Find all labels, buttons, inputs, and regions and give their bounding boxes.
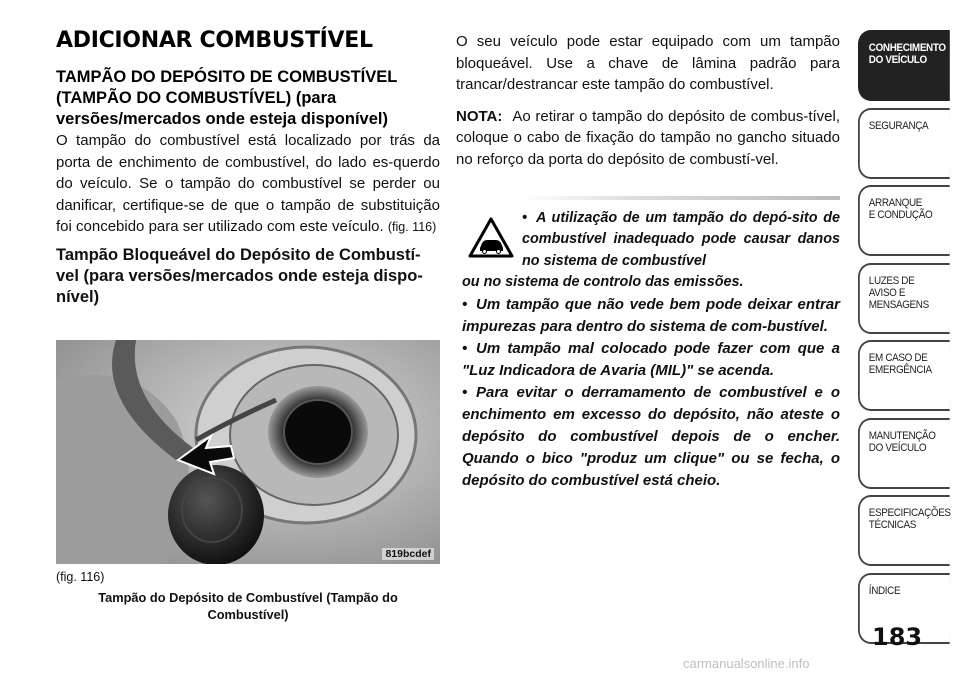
warning-item-first-text: A utilização de um tampão do depó-sito de combustível inadequado pode causar danos no sistema de combustível bbox=[522, 210, 840, 269]
left-column bbox=[56, 28, 440, 308]
tab-label: LUZES DE AVISO E MENSAGENS bbox=[868, 274, 929, 311]
fuel-cap-heading: TAMPÃO DO DEPÓSITO DE COMBUSTÍVEL (TAMPÃO DO COMBUSTÍVEL) (para versões/mercados onde esteja disponível) bbox=[56, 68, 398, 128]
figure-caption: Tampão do Depósito de Combustível (Tampão do Combustível) bbox=[98, 590, 398, 622]
page-number: 183 bbox=[872, 623, 923, 651]
warning-item-first bbox=[522, 208, 840, 272]
tab-em-caso-de-emergencia[interactable] bbox=[858, 340, 950, 411]
warning-item-first-continued: ou no sistema de controlo das emissões. bbox=[462, 274, 744, 291]
tab-arranque-e-conducao[interactable] bbox=[858, 185, 950, 256]
tab-luzes-de-aviso[interactable] bbox=[858, 263, 950, 334]
bullet: • bbox=[462, 295, 468, 313]
figure-label: (fig. 116) bbox=[56, 570, 105, 584]
warning-triangle-car-icon bbox=[468, 216, 514, 258]
tab-seguranca[interactable] bbox=[858, 108, 950, 179]
warning-block bbox=[462, 196, 840, 492]
tab-conhecimento-do-veiculo[interactable] bbox=[858, 30, 950, 101]
note-paragraph bbox=[456, 106, 840, 171]
warning-rule bbox=[522, 196, 840, 200]
watermark: carmanualsonline.info bbox=[683, 656, 810, 671]
warning-item-text: Para evitar o derramamento de combustível e o enchimento em excesso do depósito, não ateste o depósito do combustível depois de o encher. Quando o bico "produz um clique" ou se fecha, o depósito do combustível está cheio. bbox=[462, 383, 840, 489]
lockable-cap-heading: Tampão Bloqueável do Depósito de Combustí-vel (para versões/mercados onde esteja dispo-nível) bbox=[56, 245, 423, 306]
warning-item-text: Um tampão mal colocado pode fazer com que a "Luz Indicadora de Avaria (MIL)" se acenda. bbox=[462, 339, 840, 379]
intro-figref[interactable]: (fig. 116) bbox=[387, 220, 437, 235]
lockable-cap-text: O seu veículo pode estar equipado com um tampão bloqueável. Use a chave de lâmina padrão para trancar/destrancar este tampão do combustível. bbox=[456, 33, 840, 94]
tab-label: ESPECIFICAÇÕES TÉCNICAS bbox=[868, 507, 951, 531]
tab-especificacoes-tecnicas[interactable] bbox=[858, 495, 950, 566]
fuel-cap-intro bbox=[56, 130, 440, 239]
bullet: • bbox=[462, 383, 468, 401]
tab-manutencao-do-veiculo[interactable] bbox=[858, 418, 950, 489]
tab-label: EM CASO DE EMERGÊNCIA bbox=[868, 352, 932, 376]
warning-item-text: Um tampão que não vede bem pode deixar entrar impurezas para dentro do sistema de com-bustível. bbox=[462, 295, 840, 335]
right-column bbox=[456, 31, 840, 171]
tab-label: ARRANQUE E CONDUÇÃO bbox=[868, 197, 933, 221]
warning-item bbox=[462, 294, 840, 338]
tab-label: MANUTENÇÃO DO VEÍCULO bbox=[868, 429, 936, 454]
warning-item bbox=[462, 382, 840, 492]
note-text: Ao retirar o tampão do depósito de combus-tível, coloque o cabo de fixação do tampão no gancho situado no reforço da porta do depósito de combustí-vel. bbox=[456, 107, 840, 168]
fuel-door-illustration bbox=[56, 340, 440, 564]
intro-text: O tampão do combustível está localizado por trás da porta de enchimento de combustível, do lado es-querdo do veículo. Se o tampão do combustível se perder ou danificar, certifique-se de que o tampão de substituição foi concebido para ser utilizado com este veículo. bbox=[56, 132, 440, 236]
section-title: ADICIONAR COMBUSTÍVEL bbox=[56, 28, 373, 53]
bullet: • bbox=[522, 210, 528, 226]
note-label: NOTA: bbox=[456, 107, 503, 125]
figure-code: 819bcdef bbox=[382, 548, 434, 560]
fuel-cap-photo bbox=[56, 340, 440, 564]
tab-label: SEGURANÇA bbox=[868, 119, 929, 132]
tab-label: CONHECIMENTO DO VEÍCULO bbox=[868, 42, 946, 66]
warning-item bbox=[462, 338, 840, 382]
bullet: • bbox=[462, 339, 468, 357]
tab-label: ÍNDICE bbox=[868, 584, 901, 597]
chapter-tabs bbox=[858, 30, 960, 650]
